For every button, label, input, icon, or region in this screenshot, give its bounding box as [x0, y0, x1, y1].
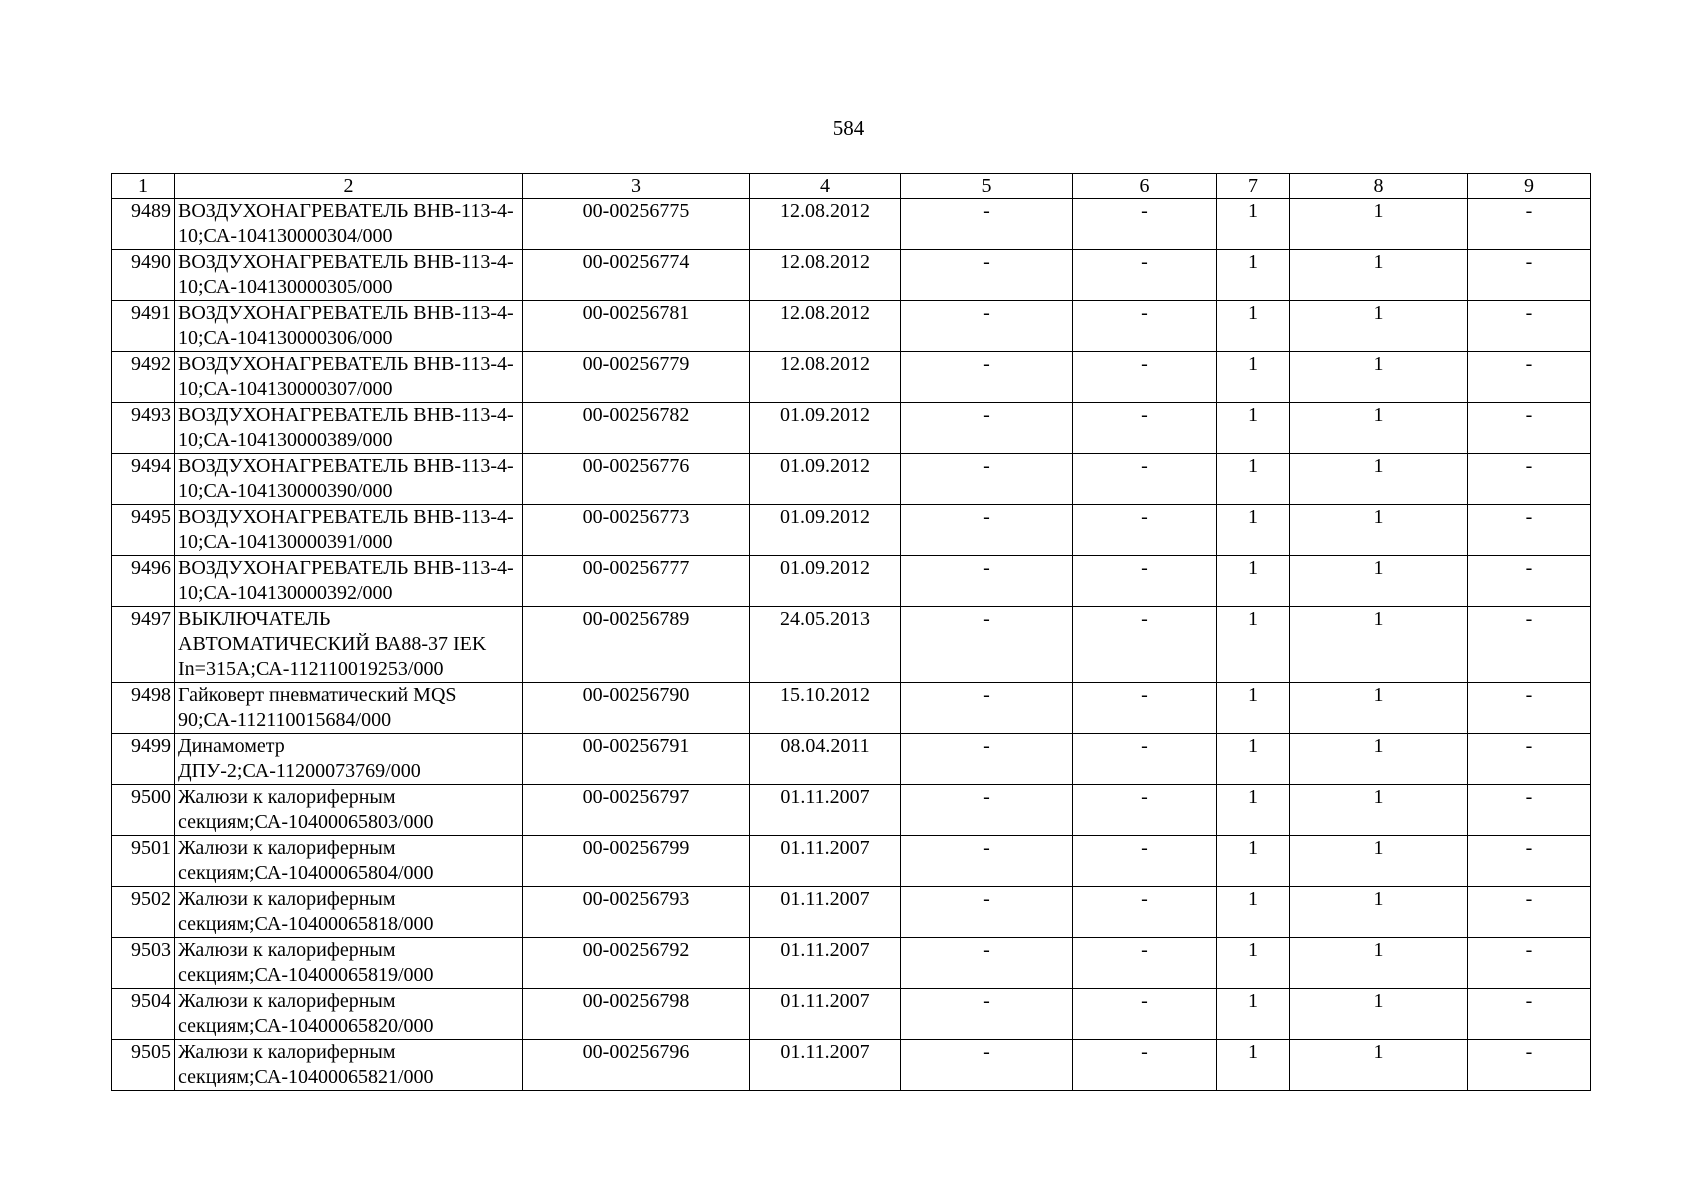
date-cell: 01.11.2007	[750, 836, 901, 887]
col6-cell: -	[1073, 887, 1217, 938]
col8-cell: 1	[1290, 199, 1468, 250]
date-cell: 01.11.2007	[750, 1040, 901, 1091]
table-row	[112, 785, 1591, 836]
col9-cell: -	[1468, 734, 1591, 785]
table-header	[112, 174, 1591, 199]
date-cell: 01.11.2007	[750, 887, 901, 938]
header-col-index: 1	[112, 174, 175, 199]
col5-cell: -	[901, 403, 1073, 454]
date-cell: 01.09.2012	[750, 454, 901, 505]
col9-cell: -	[1468, 556, 1591, 607]
col6-cell: -	[1073, 454, 1217, 505]
col5-cell: -	[901, 301, 1073, 352]
col5-cell: -	[901, 607, 1073, 683]
col7-cell: 1	[1217, 836, 1290, 887]
col6-cell: -	[1073, 734, 1217, 785]
row-number-cell: 9498	[112, 683, 175, 734]
col7-cell: 1	[1217, 938, 1290, 989]
col9-cell: -	[1468, 683, 1591, 734]
col8-cell: 1	[1290, 607, 1468, 683]
date-cell: 01.09.2012	[750, 403, 901, 454]
col9-cell: -	[1468, 607, 1591, 683]
col9-cell: -	[1468, 989, 1591, 1040]
table-row	[112, 352, 1591, 403]
col8-cell: 1	[1290, 683, 1468, 734]
col5-cell: -	[901, 887, 1073, 938]
col7-cell: 1	[1217, 607, 1290, 683]
col8-cell: 1	[1290, 887, 1468, 938]
col5-cell: -	[901, 734, 1073, 785]
row-number-cell: 9497	[112, 607, 175, 683]
row-number-cell: 9502	[112, 887, 175, 938]
inventory-code-cell: 00-00256773	[523, 505, 750, 556]
header-col-9: 9	[1468, 174, 1591, 199]
inventory-code-cell: 00-00256789	[523, 607, 750, 683]
col9-cell: -	[1468, 938, 1591, 989]
col5-cell: -	[901, 505, 1073, 556]
col5-cell: -	[901, 454, 1073, 505]
header-col-date: 4	[750, 174, 901, 199]
row-number-cell: 9492	[112, 352, 175, 403]
col6-cell: -	[1073, 556, 1217, 607]
col5-cell: -	[901, 836, 1073, 887]
inventory-code-cell: 00-00256793	[523, 887, 750, 938]
inventory-code-cell: 00-00256796	[523, 1040, 750, 1091]
inventory-code-cell: 00-00256774	[523, 250, 750, 301]
table-row	[112, 556, 1591, 607]
col7-cell: 1	[1217, 250, 1290, 301]
table-row	[112, 938, 1591, 989]
table-row	[112, 505, 1591, 556]
item-name-cell: ВОЗДУХОНАГРЕВАТЕЛЬ ВНВ-113-4-10;СА-104130000391/000	[175, 505, 523, 556]
table-row	[112, 683, 1591, 734]
col8-cell: 1	[1290, 352, 1468, 403]
item-name-cell: ВОЗДУХОНАГРЕВАТЕЛЬ ВНВ-113-4-10;СА-104130000390/000	[175, 454, 523, 505]
col6-cell: -	[1073, 836, 1217, 887]
col8-cell: 1	[1290, 836, 1468, 887]
col7-cell: 1	[1217, 301, 1290, 352]
col5-cell: -	[901, 1040, 1073, 1091]
row-number-cell: 9494	[112, 454, 175, 505]
table-row	[112, 250, 1591, 301]
inventory-code-cell: 00-00256776	[523, 454, 750, 505]
item-name-cell: Жалюзи к калориферным секциям;СА-10400065820/000	[175, 989, 523, 1040]
item-name-cell: Жалюзи к калориферным секциям;СА-10400065818/000	[175, 887, 523, 938]
col5-cell: -	[901, 199, 1073, 250]
date-cell: 12.08.2012	[750, 199, 901, 250]
col7-cell: 1	[1217, 403, 1290, 454]
item-name-cell: ВОЗДУХОНАГРЕВАТЕЛЬ ВНВ-113-4-10;СА-104130000307/000	[175, 352, 523, 403]
col7-cell: 1	[1217, 785, 1290, 836]
item-name-cell: ВОЗДУХОНАГРЕВАТЕЛЬ ВНВ-113-4-10;СА-104130000306/000	[175, 301, 523, 352]
col6-cell: -	[1073, 1040, 1217, 1091]
date-cell: 01.11.2007	[750, 785, 901, 836]
row-number-cell: 9499	[112, 734, 175, 785]
col5-cell: -	[901, 785, 1073, 836]
date-cell: 01.09.2012	[750, 505, 901, 556]
header-col-name: 2	[175, 174, 523, 199]
table-row	[112, 607, 1591, 683]
item-name-cell: Гайковерт пневматический MQS 90;СА-112110015684/000	[175, 683, 523, 734]
table-row	[112, 887, 1591, 938]
row-number-cell: 9503	[112, 938, 175, 989]
col7-cell: 1	[1217, 505, 1290, 556]
table-row	[112, 734, 1591, 785]
col9-cell: -	[1468, 250, 1591, 301]
table-row	[112, 989, 1591, 1040]
table-row	[112, 403, 1591, 454]
col5-cell: -	[901, 556, 1073, 607]
col9-cell: -	[1468, 785, 1591, 836]
col8-cell: 1	[1290, 454, 1468, 505]
col6-cell: -	[1073, 989, 1217, 1040]
date-cell: 12.08.2012	[750, 301, 901, 352]
row-number-cell: 9493	[112, 403, 175, 454]
table-row	[112, 1040, 1591, 1091]
inventory-code-cell: 00-00256790	[523, 683, 750, 734]
col9-cell: -	[1468, 505, 1591, 556]
col9-cell: -	[1468, 352, 1591, 403]
item-name-cell: Жалюзи к калориферным секциям;СА-10400065804/000	[175, 836, 523, 887]
date-cell: 01.11.2007	[750, 938, 901, 989]
col6-cell: -	[1073, 938, 1217, 989]
inventory-code-cell: 00-00256775	[523, 199, 750, 250]
col7-cell: 1	[1217, 887, 1290, 938]
table-row	[112, 454, 1591, 505]
date-cell: 01.09.2012	[750, 556, 901, 607]
col8-cell: 1	[1290, 1040, 1468, 1091]
header-row	[112, 174, 1591, 199]
col9-cell: -	[1468, 403, 1591, 454]
header-col-5: 5	[901, 174, 1073, 199]
row-number-cell: 9496	[112, 556, 175, 607]
row-number-cell: 9504	[112, 989, 175, 1040]
col7-cell: 1	[1217, 556, 1290, 607]
col6-cell: -	[1073, 403, 1217, 454]
row-number-cell: 9495	[112, 505, 175, 556]
col6-cell: -	[1073, 505, 1217, 556]
date-cell: 08.04.2011	[750, 734, 901, 785]
item-name-cell: Жалюзи к калориферным секциям;СА-10400065821/000	[175, 1040, 523, 1091]
col7-cell: 1	[1217, 352, 1290, 403]
header-col-code: 3	[523, 174, 750, 199]
table-row	[112, 836, 1591, 887]
row-number-cell: 9491	[112, 301, 175, 352]
col8-cell: 1	[1290, 505, 1468, 556]
col9-cell: -	[1468, 836, 1591, 887]
header-col-6: 6	[1073, 174, 1217, 199]
col5-cell: -	[901, 938, 1073, 989]
inventory-code-cell: 00-00256782	[523, 403, 750, 454]
header-col-7: 7	[1217, 174, 1290, 199]
col7-cell: 1	[1217, 199, 1290, 250]
col8-cell: 1	[1290, 734, 1468, 785]
col8-cell: 1	[1290, 403, 1468, 454]
inventory-code-cell: 00-00256777	[523, 556, 750, 607]
inventory-table	[111, 173, 1591, 1091]
col5-cell: -	[901, 683, 1073, 734]
col8-cell: 1	[1290, 989, 1468, 1040]
inventory-code-cell: 00-00256781	[523, 301, 750, 352]
col9-cell: -	[1468, 301, 1591, 352]
date-cell: 15.10.2012	[750, 683, 901, 734]
col8-cell: 1	[1290, 938, 1468, 989]
page-number: 584	[832, 116, 865, 140]
date-cell: 01.11.2007	[750, 989, 901, 1040]
inventory-code-cell: 00-00256797	[523, 785, 750, 836]
row-number-cell: 9489	[112, 199, 175, 250]
inventory-code-cell: 00-00256791	[523, 734, 750, 785]
col9-cell: -	[1468, 887, 1591, 938]
col6-cell: -	[1073, 199, 1217, 250]
item-name-cell: Динамометр ДПУ-2;СА-11200073769/000	[175, 734, 523, 785]
col6-cell: -	[1073, 607, 1217, 683]
row-number-cell: 9500	[112, 785, 175, 836]
item-name-cell: ВОЗДУХОНАГРЕВАТЕЛЬ ВНВ-113-4-10;СА-104130000392/000	[175, 556, 523, 607]
table-row	[112, 301, 1591, 352]
col9-cell: -	[1468, 199, 1591, 250]
date-cell: 12.08.2012	[750, 352, 901, 403]
row-number-cell: 9501	[112, 836, 175, 887]
col9-cell: -	[1468, 454, 1591, 505]
col5-cell: -	[901, 250, 1073, 301]
inventory-code-cell: 00-00256798	[523, 989, 750, 1040]
col8-cell: 1	[1290, 785, 1468, 836]
col7-cell: 1	[1217, 989, 1290, 1040]
col7-cell: 1	[1217, 1040, 1290, 1091]
col8-cell: 1	[1290, 556, 1468, 607]
item-name-cell: Жалюзи к калориферным секциям;СА-10400065819/000	[175, 938, 523, 989]
row-number-cell: 9505	[112, 1040, 175, 1091]
item-name-cell: ВЫКЛЮЧАТЕЛЬ АВТОМАТИЧЕСКИЙ ВА88-37 IEK In=315А;СА-112110019253/000	[175, 607, 523, 683]
item-name-cell: ВОЗДУХОНАГРЕВАТЕЛЬ ВНВ-113-4-10;СА-104130000304/000	[175, 199, 523, 250]
inventory-code-cell: 00-00256799	[523, 836, 750, 887]
col7-cell: 1	[1217, 734, 1290, 785]
col6-cell: -	[1073, 250, 1217, 301]
col7-cell: 1	[1217, 454, 1290, 505]
col8-cell: 1	[1290, 250, 1468, 301]
inventory-code-cell: 00-00256779	[523, 352, 750, 403]
col6-cell: -	[1073, 352, 1217, 403]
date-cell: 12.08.2012	[750, 250, 901, 301]
col6-cell: -	[1073, 785, 1217, 836]
date-cell: 24.05.2013	[750, 607, 901, 683]
inventory-code-cell: 00-00256792	[523, 938, 750, 989]
table-row	[112, 199, 1591, 250]
row-number-cell: 9490	[112, 250, 175, 301]
item-name-cell: Жалюзи к калориферным секциям;СА-10400065803/000	[175, 785, 523, 836]
item-name-cell: ВОЗДУХОНАГРЕВАТЕЛЬ ВНВ-113-4-10;СА-104130000305/000	[175, 250, 523, 301]
header-col-8: 8	[1290, 174, 1468, 199]
col5-cell: -	[901, 352, 1073, 403]
col5-cell: -	[901, 989, 1073, 1040]
col6-cell: -	[1073, 683, 1217, 734]
col8-cell: 1	[1290, 301, 1468, 352]
col6-cell: -	[1073, 301, 1217, 352]
table-body	[112, 199, 1591, 1091]
col7-cell: 1	[1217, 683, 1290, 734]
item-name-cell: ВОЗДУХОНАГРЕВАТЕЛЬ ВНВ-113-4-10;СА-104130000389/000	[175, 403, 523, 454]
col9-cell: -	[1468, 1040, 1591, 1091]
